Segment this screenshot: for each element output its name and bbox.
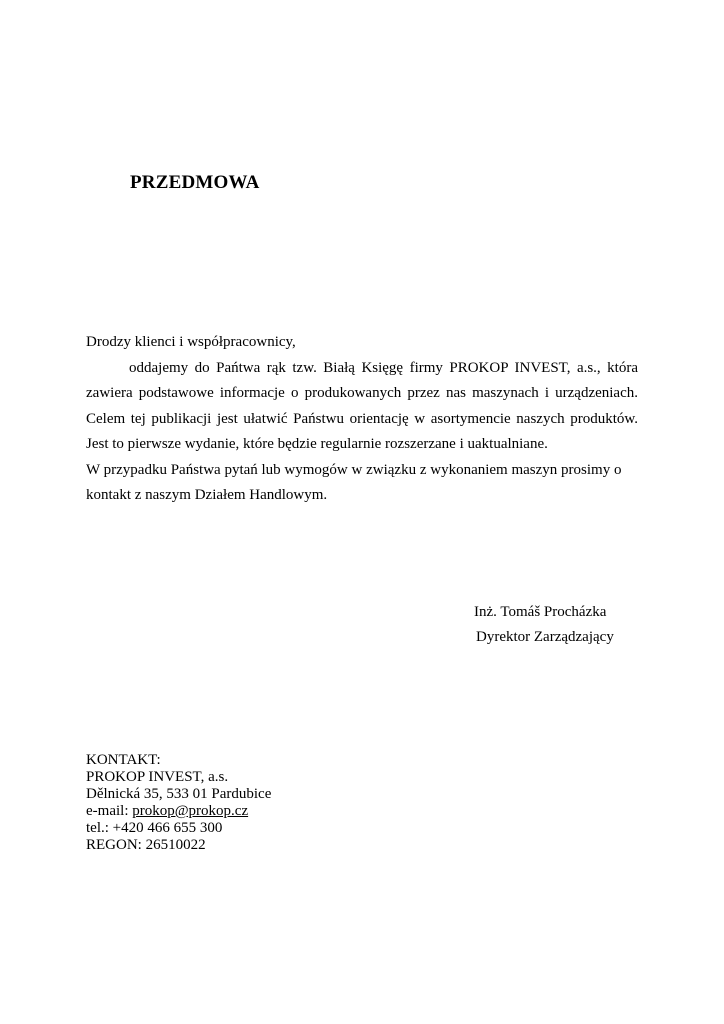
greeting: Drodzy klienci i współpracownicy, bbox=[86, 334, 296, 350]
contact-phone: tel.: +420 466 655 300 bbox=[86, 820, 223, 836]
contact-heading: KONTAKT: bbox=[86, 752, 161, 768]
email-link[interactable]: prokop@prokop.cz bbox=[132, 803, 249, 819]
signature-block bbox=[474, 600, 614, 650]
contact-block bbox=[86, 752, 271, 854]
preface-paragraph: oddajemy do Pańtwa rąk tzw. Białą Księgę firmy PROKOP INVEST, a.s., która zawiera podstawowe informacje o produkowanych przez nas maszynach i urządzeniach. Celem tej publikacji jest ułatwić Państwu orientację w asortymencie naszych produktów. Jest to pierwsze wydanie, które będzie regularnie rozszerzane i uaktualniane. bbox=[86, 359, 638, 452]
contact-regon: REGON: 26510022 bbox=[86, 837, 206, 853]
email-label: e-mail: bbox=[86, 803, 133, 819]
contact-address: Dělnická 35, 533 01 Pardubice bbox=[86, 786, 272, 802]
signatory-name: Inż. Tomáš Procházka bbox=[474, 604, 607, 620]
preface-body bbox=[86, 330, 638, 509]
page-title: PRZEDMOWA bbox=[130, 172, 260, 193]
contact-company: PROKOP INVEST, a.s. bbox=[86, 769, 229, 785]
contact-email-line bbox=[86, 803, 271, 820]
signatory-role: Dyrektor Zarządzający bbox=[476, 629, 614, 645]
preface-paragraph-2-line-2: kontakt z naszym Działem Handlowym. bbox=[86, 487, 328, 503]
preface-paragraph-2-line-1: W przypadku Państwa pytań lub wymogów w związku z wykonaniem maszyn prosimy o bbox=[86, 461, 622, 478]
